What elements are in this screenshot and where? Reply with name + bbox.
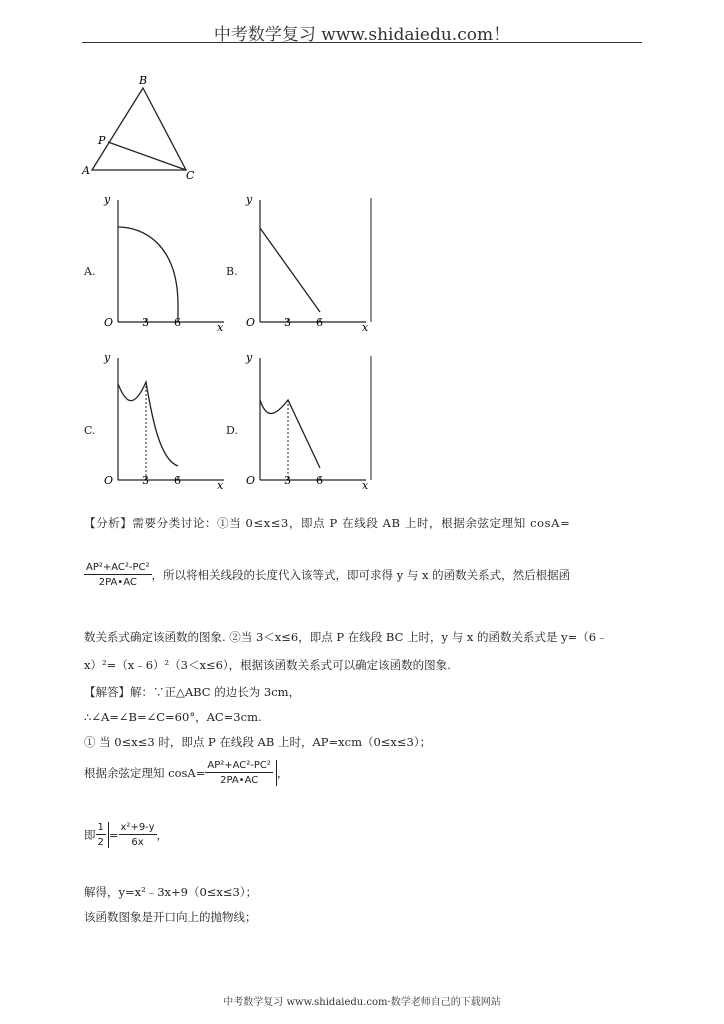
origin-label: O — [246, 474, 256, 487]
x-axis-label: x — [362, 321, 369, 334]
solution-line-4-prefix: 根据余弦定理知 cosA= — [84, 766, 206, 780]
solution-line-5-suffix: ， — [156, 828, 169, 842]
label-c: C — [186, 169, 195, 182]
tick-3-label: 3 — [284, 474, 291, 487]
analysis-line-4: x）²=（x﹣6）²（3＜x≤6），根据该函数关系式可以确定该函数的图象. — [84, 658, 451, 672]
analysis-line-1: 【分析】需要分类讨论：①当 0≤x≤3，即点 P 在线段 AB 上时，根据余弦定理知 cosA= — [84, 516, 571, 530]
solution-line-3: ① 当 0≤x≤3 时，即点 P 在线段 AB 上时，AP=xcm（0≤x≤3）； — [84, 735, 432, 749]
label-p: P — [98, 134, 106, 147]
fraction-numerator: AP²+AC²-PC² — [86, 562, 150, 573]
fraction-numerator: 1 — [97, 822, 104, 833]
fraction-denominator: 2PA•AC — [220, 775, 259, 786]
y-axis-label: y — [246, 351, 253, 364]
page-footer: 中考数学复习 www.shidaiedu.com·数学老师自己的下载网站 — [223, 997, 501, 1008]
solution-line-7: 该函数图象是开口向上的抛物线； — [84, 910, 257, 924]
tick-6-label: 6 — [174, 474, 181, 487]
x-axis-label: x — [362, 479, 369, 492]
triangle-figure — [78, 70, 208, 185]
fraction-numerator: AP²+AC²-PC² — [207, 760, 271, 771]
curve-parabola-line — [260, 400, 320, 468]
fraction-denominator: 2 — [97, 837, 104, 848]
graph-c — [96, 348, 231, 493]
y-axis-label: y — [104, 351, 111, 364]
option-c-label: C. — [84, 424, 96, 437]
fraction-denominator: 6x — [131, 837, 144, 848]
graph-d — [238, 348, 378, 493]
origin-label: O — [104, 474, 114, 487]
curve-parabolas — [118, 382, 178, 466]
header-divider — [82, 42, 642, 43]
tick-6-label: 6 — [174, 316, 181, 329]
label-a: A — [82, 164, 90, 177]
solution-line-5-prefix: 即 — [84, 828, 96, 842]
fraction-numerator: x²+9-y — [120, 822, 155, 833]
analysis-formula-row — [84, 562, 570, 588]
fraction-denominator: 2PA•AC — [98, 577, 137, 588]
page-header-title: 中考数学复习 www.shidaiedu.com！ — [213, 25, 511, 45]
label-b: B — [139, 74, 148, 87]
solution-line-6: 解得，y=x²﹣3x+9（0≤x≤3）； — [84, 885, 258, 899]
tick-6-label: 6 — [316, 316, 323, 329]
origin-label: O — [246, 316, 256, 329]
solution-line-4-suffix: ， — [276, 766, 289, 780]
triangle-abc — [92, 88, 186, 170]
solution-line-2: ∴∠A=∠B=∠C=60°，AC=3cm. — [84, 710, 262, 724]
y-axis-label: y — [246, 193, 253, 206]
equals-sign: = — [108, 828, 119, 842]
curve-straight-line — [260, 228, 320, 312]
x-axis-label: x — [217, 321, 224, 334]
option-d-label: D. — [226, 424, 238, 437]
cos-formula-fraction — [84, 562, 152, 588]
tick-6-label: 6 — [316, 474, 323, 487]
tick-3-label: 3 — [284, 316, 291, 329]
solution-line-1: 【解答】解：∵正△ABC 的边长为 3cm， — [84, 685, 301, 699]
x-fraction — [119, 822, 157, 848]
solution-equation-row — [84, 822, 168, 848]
origin-label: O — [104, 316, 114, 329]
tick-3-label: 3 — [142, 474, 149, 487]
solution-cos-row — [84, 760, 288, 786]
segment-pc — [108, 142, 186, 170]
solution-cos-fraction — [205, 760, 277, 786]
option-b-label: B. — [226, 265, 238, 278]
analysis-line-3: 数关系式确定该函数的图象. ②当 3＜x≤6，即点 P 在线段 BC 上时，y 与 x 的函数关系式是 y=（6﹣ — [84, 630, 608, 644]
y-axis-label: y — [104, 193, 111, 206]
graph-b — [238, 190, 378, 335]
graph-a — [96, 190, 231, 335]
analysis-line-2: ，所以将相关线段的长度代入该等式，即可求得 y 与 x 的函数关系式，然后根据函 — [151, 568, 571, 582]
x-axis-label: x — [217, 479, 224, 492]
curve-quarter-arc — [118, 227, 178, 322]
half-fraction — [96, 822, 109, 848]
option-a-label: A. — [84, 265, 96, 278]
tick-3-label: 3 — [142, 316, 149, 329]
